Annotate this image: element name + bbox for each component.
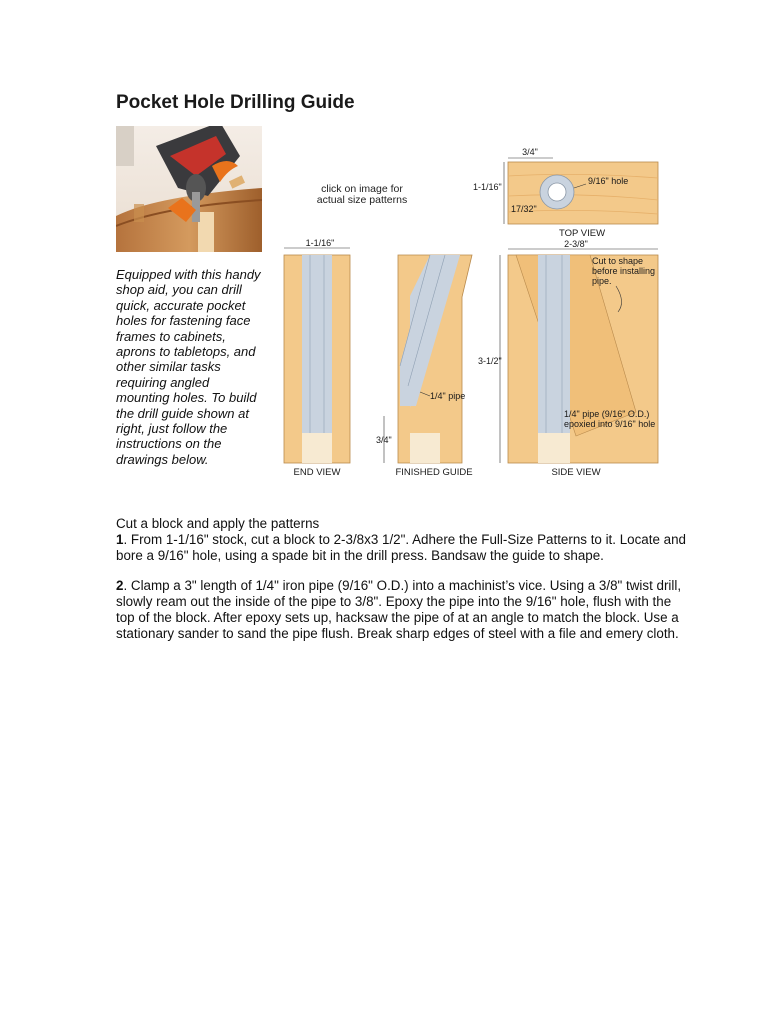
end-view	[284, 238, 350, 478]
top-hole-label: 9/16" hole	[588, 176, 629, 186]
pattern-diagram[interactable]	[280, 146, 664, 482]
finished-guide	[376, 255, 502, 478]
top-dim-depth: 1-1/16"	[473, 182, 502, 192]
step-1-text: . From 1-1/16" stock, cut a block to 2-3/8x3 1/2". Adhere the Full-Size Patterns to it. Locate and bore a 9/16" hole, using a spade bit in the drill press. Bandsaw the guide to shape.	[116, 531, 686, 563]
drill-guide-photo[interactable]	[116, 126, 262, 252]
side-note-line3: pipe.	[592, 276, 612, 286]
step-1-number: 1	[116, 531, 124, 547]
side-note-line1: Cut to shape	[592, 256, 644, 266]
end-view-label: END VIEW	[293, 467, 341, 478]
top-view-label: TOP VIEW	[558, 228, 606, 239]
top-dim-width: 3/4"	[522, 147, 538, 157]
side-dim-width: 2-3/8"	[564, 239, 588, 249]
top-view	[473, 147, 658, 239]
step-2-number: 2	[116, 578, 124, 594]
instructions	[116, 516, 686, 642]
side-note-line2: before installing	[592, 266, 656, 276]
step-2-text: . Clamp a 3" length of 1/4" iron pipe (9/16" O.D.) into a machinist’s vice. Using a 3/8" twist drill, slowly ream out the inside of the pipe to 3/8". Epoxy the pipe into the 9/16" hole, flush with the top of the block. After epoxy sets up, hacksaw the pipe of at an angle to match the block. Use a stationary sander to sand the pipe flush. Break sharp edges of steel with a file and emery cloth.	[116, 578, 682, 641]
side-view	[508, 239, 658, 478]
instructions-heading: Cut a block and apply the patterns	[116, 516, 320, 531]
side-view-label: SIDE VIEW	[551, 467, 601, 478]
finished-guide-label: FINISHED GUIDE	[395, 467, 473, 478]
page-title: Pocket Hole Drilling Guide	[116, 92, 355, 113]
intro-paragraph: Equipped with this handy shop aid, you can drill quick, accurate pocket holes for fastening face frames to cabinets, aprons to tabletops, and other similar tasks requiring angled mounting holes. To build the drill guide shown at right, just follow the instructions on the drawings below.	[116, 267, 261, 467]
finished-dim-bottom: 3/4"	[376, 435, 392, 445]
step-2	[116, 578, 686, 641]
finished-pipe-label: 1/4" pipe	[430, 391, 466, 401]
step-1	[116, 532, 686, 564]
side-pipe-line2: epoxied into 9/16" hole	[564, 419, 656, 429]
side-pipe-line1: 1/4" pipe (9/16" O.D.)	[564, 409, 650, 419]
click-note-line1[interactable]: click on image for	[321, 183, 403, 195]
click-note-line2[interactable]: actual size patterns	[316, 194, 408, 206]
top-dim-offset: 17/32"	[511, 204, 537, 214]
finished-dim-height: 3-1/2"	[478, 356, 502, 366]
end-dim-width: 1-1/16"	[305, 238, 335, 248]
